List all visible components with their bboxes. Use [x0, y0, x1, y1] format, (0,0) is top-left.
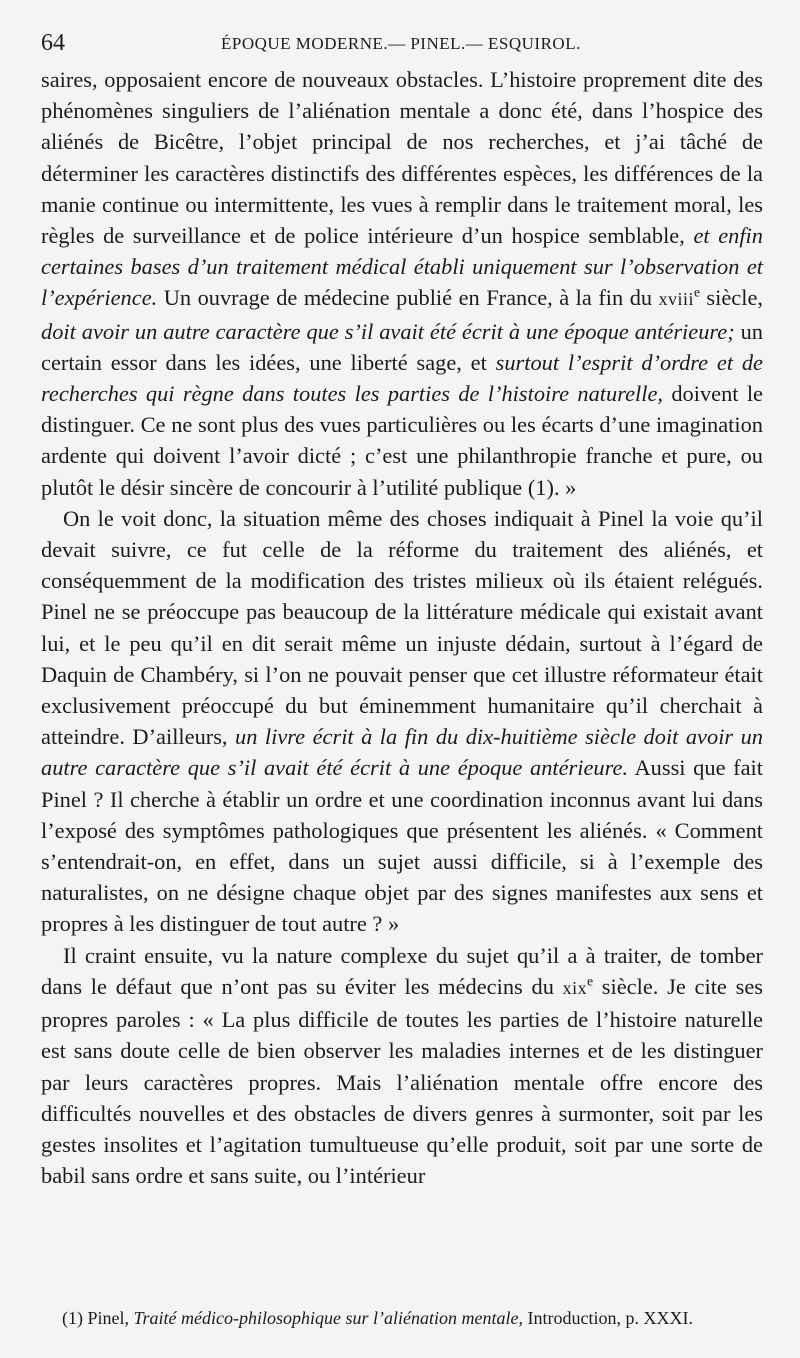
text-run: Aussi que fait Pinel ? Il cherche à établir un ordre et une coordination inconnus avant lui dans l’exposé des symptômes pathologiques que présentent les aliénés. « Comment s’entendrait-on, en effet, dans un sujet aussi difficile, si à l’exemple des naturalistes, on ne désigne chaque objet par des signes manifestes aux sens et propres à les distinguer de tout autre ? » — [41, 755, 763, 937]
text-run: Un ouvrage de médecine publié en France, à la fin du — [163, 285, 653, 311]
text-run: siècle. Je cite ses propres paroles : « La plus difficile de toutes les parties de l’histoire naturelle est sans doute celle de bien observer les maladies internes et de les distinguer par leurs caractères propres. Mais l’aliénation mentale offre encore des difficultés nouvelles et des obstacles de divers genres à surmonter, soit par les gestes insolites et l’agitation tumultueuse qu’elle produit, soit par une sorte de babil sans ordre et sans suite, ou l’intérieur — [41, 973, 763, 1189]
century-numeral: xviii — [658, 289, 694, 310]
superscript: e — [587, 973, 594, 989]
superscript: e — [693, 284, 700, 300]
paragraph-2 — [41, 503, 763, 940]
text-run: On le voit donc, la situation même des choses indiquait à Pinel la voie qu’il devait suivre, ce fut celle de la réforme du traitement des aliénés, et conséquemment de la modification des tristes milieux où ils étaient relégués. Pinel ne se préoccupe pas beaucoup de la littérature médicale qui existait avant lui, et le peu qu’il en dit serait même un injuste dédain, surtout à l’égard de Daquin de Chambéry, si l’on ne pouvait penser que cet illustre réformateur était exclusivement préoccupé du but éminemment humanitaire qu’il cherchait à atteindre. D’ailleurs, — [41, 505, 763, 750]
body-text — [41, 64, 763, 1191]
italic-run: et enfin certaines bases d’un traitement médical établi uniquement sur l’observation et l’expérience. — [41, 223, 763, 311]
footnote — [62, 1306, 776, 1330]
text-run: saires, opposaient encore de nouveaux obstacles. L’histoire proprement dite des phénomènes singuliers de l’aliénation mentale a donc été, dans l’hospice des aliénés de Bicêtre, l’objet principal de nos recherches, et j’ai tâché de déterminer les caractères distinctifs des différentes espèces, les différences de la manie continue ou intermittente, les vues à remplir dans le traitement moral, les règles de surveillance et de police intérieure d’un hospice semblable, — [41, 67, 763, 249]
text-run: un certain essor dans les idées, une liberté sage, et — [41, 318, 763, 375]
footnote-author: Pinel, — [87, 1308, 130, 1328]
page-number: 64 — [41, 30, 65, 56]
century-numeral: xix — [562, 977, 588, 998]
running-head — [41, 30, 760, 60]
paragraph-1 — [41, 64, 763, 503]
text-run: Il craint ensuite, vu la nature complexe du sujet qu’il a à traiter, de tomber dans le défaut que n’ont pas su éviter les médecins du — [41, 942, 763, 999]
italic-run: surtout l’esprit d’ordre et de recherches qui règne dans toutes les parties de l’histoire naturelle, — [41, 349, 763, 407]
footnote-reference: Introduction, p. XXXI. — [527, 1308, 693, 1328]
footnote-work-title: Traité médico-philosophique sur l’aliénation mentale, — [133, 1308, 523, 1328]
italic-run: un livre écrit à la fin du dix-huitième siècle doit avoir un autre caractère que s’il avait été écrit à une époque antérieure. — [41, 724, 764, 781]
footnote-marker: (1) — [62, 1308, 83, 1328]
italic-run: doit avoir un autre caractère que s’il avait été écrit à une époque antérieure; — [41, 318, 735, 344]
text-run: siècle, — [706, 285, 763, 311]
text-run: doivent le distinguer. Ce ne sont plus des vues particulières ou les écarts d’une imagination ardente qui doivent l’avoir dicté ; c’est une philanthropie franche et pure, ou plutôt le désir sincère de concourir à l’utilité publique (1). » — [41, 381, 763, 500]
running-title: ÉPOQUE MODERNE.— PINEL.— ESQUIROL. — [221, 34, 581, 53]
paragraph-3 — [41, 940, 763, 1192]
